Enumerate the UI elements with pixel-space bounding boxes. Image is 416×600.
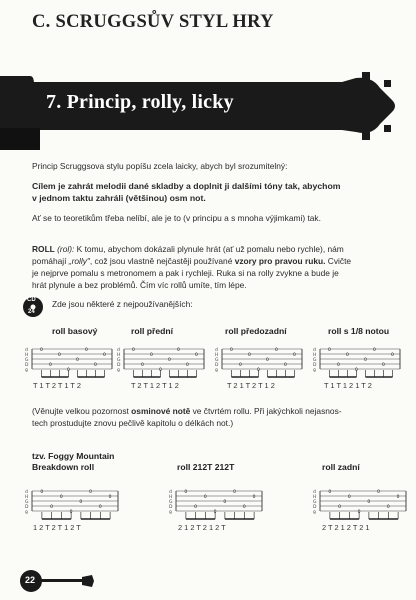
tab-string-name: G bbox=[25, 500, 29, 505]
tab-fret-number: 0 bbox=[248, 352, 251, 358]
tab-string-name: G bbox=[313, 500, 317, 505]
tab-fret-number: 0 bbox=[257, 367, 260, 373]
tab-string-name: d bbox=[215, 348, 218, 353]
tab-string-name: G bbox=[117, 358, 121, 363]
roll-paragraph-line-2 bbox=[32, 256, 351, 268]
tab-fret-number: 0 bbox=[239, 362, 242, 368]
tab-string-name: d bbox=[117, 348, 120, 353]
tab-fret-number: 0 bbox=[284, 362, 287, 368]
tab-string-name: d bbox=[313, 490, 316, 495]
tab-fret-number: 0 bbox=[168, 357, 171, 363]
theory-text: Ať se to teoretikům třeba nelíbí, ale je to (v principu a s mnoha výjimkami) tak. bbox=[32, 213, 321, 223]
tab-fret-number: 0 bbox=[386, 504, 390, 510]
finger-pattern: T 1 T 1 2 1 T 2 bbox=[324, 381, 372, 390]
tab-string-name: d bbox=[169, 490, 172, 495]
tab-string-name: G bbox=[313, 358, 317, 363]
tab-fret-number: 0 bbox=[233, 489, 236, 495]
tab-fret-number: 0 bbox=[132, 347, 135, 353]
tab-fret-number: 0 bbox=[242, 504, 246, 510]
tab-string-name: D bbox=[117, 363, 121, 368]
tab-fret-number: 0 bbox=[230, 347, 233, 353]
tab-fret-number: 0 bbox=[40, 489, 44, 495]
note-text-1a: (Věnujte velkou pozornost bbox=[32, 406, 129, 416]
tab-fret-number: 0 bbox=[94, 362, 97, 368]
tab-string-name: g bbox=[215, 368, 218, 373]
tab-fret-number: 0 bbox=[79, 499, 83, 505]
tab-string-name: G bbox=[169, 500, 173, 505]
roll-label: roll předozadní bbox=[225, 326, 287, 336]
tab-string-name: D bbox=[215, 363, 219, 368]
tab-fret-number: 0 bbox=[40, 347, 43, 353]
tab-fret-number: 0 bbox=[194, 504, 197, 510]
tab-string-name: d bbox=[25, 348, 28, 353]
tab-string-name: g bbox=[169, 510, 172, 515]
roll-text-1: K tomu, abychom dokázali plynule hrát (ať už pomalu nebo rychle), nám bbox=[76, 244, 344, 254]
tab-string-name: D bbox=[169, 505, 173, 510]
section-title: 7. Princip, rolly, licky bbox=[46, 91, 234, 113]
tab-fret-number: 0 bbox=[177, 347, 180, 353]
roll-pronunciation: (rol): bbox=[57, 244, 75, 254]
roll-paragraph-line-1 bbox=[32, 244, 344, 256]
tab-staff bbox=[168, 485, 264, 521]
tab-staff bbox=[24, 343, 114, 379]
note-text-1c: ve čtvrtém rollu. Při jakýchkoli nejasnos- bbox=[192, 406, 342, 416]
tab-fret-number: 0 bbox=[103, 352, 106, 358]
tab-staff bbox=[24, 485, 120, 521]
tab-string-name: G bbox=[215, 358, 219, 363]
roll-label: tzv. Foggy Mountain bbox=[32, 451, 115, 461]
roll-text-2e: Cvičte bbox=[327, 256, 352, 266]
tab-staff bbox=[312, 485, 408, 521]
cd-icon bbox=[22, 296, 44, 318]
tab-fret-number: 0 bbox=[213, 509, 217, 515]
finger-pattern: T 1 T 2 T 1 T 2 bbox=[33, 381, 81, 390]
cd-track-number: 24 bbox=[28, 309, 35, 315]
finger-pattern: 2 T 2 1 2 T 2 1 bbox=[322, 523, 370, 532]
tab-staff bbox=[312, 343, 402, 379]
tab-fret-number: 0 bbox=[337, 362, 340, 368]
roll-label: roll přední bbox=[131, 326, 174, 336]
finger-pattern: T 2 T 1 2 T 1 2 bbox=[131, 381, 179, 390]
tab-string-name: D bbox=[313, 505, 317, 510]
used-text: Zde jsou některé z nejpoužívanějších: bbox=[52, 299, 193, 309]
tab-fret-number: 0 bbox=[49, 362, 52, 368]
page-number: 22 bbox=[25, 575, 36, 585]
tab-staff bbox=[116, 343, 206, 379]
chapter-title: C. SCRUGGSŮV STYL HRY bbox=[32, 12, 274, 32]
tab-fret-number: 0 bbox=[108, 494, 112, 500]
tab-string-name: g bbox=[117, 368, 120, 373]
tab-fret-number: 0 bbox=[67, 367, 70, 373]
tab-fret-number: 0 bbox=[328, 489, 332, 495]
tab-fret-number: 0 bbox=[275, 347, 278, 353]
tab-fret-number: 0 bbox=[223, 499, 227, 505]
tab-string-name: H bbox=[25, 495, 29, 500]
roll-paragraph-line-3: je nejprve pomalu s metronomem a pak i rychleji. Ruka si na rolly zvykne a bude je bbox=[32, 268, 339, 278]
tab-fret-number: 0 bbox=[89, 489, 92, 495]
tab-string-name: D bbox=[25, 505, 29, 510]
tab-fret-number: 0 bbox=[373, 347, 376, 353]
tab-fret-number: 0 bbox=[266, 357, 269, 363]
roll-text-2a: pomáhají bbox=[32, 256, 67, 266]
tab-string-name: H bbox=[117, 353, 121, 358]
tab-fret-number: 0 bbox=[338, 504, 341, 510]
tab-string-name: d bbox=[25, 490, 28, 495]
tab-fret-number: 0 bbox=[58, 352, 61, 358]
tab-fret-number: 0 bbox=[50, 504, 53, 510]
tab-fret-number: 0 bbox=[367, 499, 371, 505]
tab-string-name: H bbox=[313, 353, 317, 358]
tab-fret-number: 0 bbox=[328, 347, 331, 353]
finger-pattern: 1 2 T 2 T 1 2 T bbox=[33, 523, 81, 532]
principle-line-2: v jednom taktu zahráli (většinou) osm not. bbox=[32, 193, 206, 203]
principle-line-1: Cílem je zahrát melodii dané skladby a doplnit ji dalšími tóny tak, abychom bbox=[32, 181, 341, 191]
note-line-2: tech prostudujte znovu pečlivě kapitolu o délkách not.) bbox=[32, 418, 234, 428]
tab-string-name: g bbox=[313, 510, 316, 515]
tab-string-name: g bbox=[313, 368, 316, 373]
tab-string-name: H bbox=[169, 495, 173, 500]
tab-fret-number: 0 bbox=[391, 352, 394, 358]
tab-fret-number: 0 bbox=[76, 357, 79, 363]
tab-fret-number: 0 bbox=[382, 362, 385, 368]
roll-text-2d: vzory pro pravou ruku. bbox=[234, 256, 326, 266]
tab-fret-number: 0 bbox=[396, 494, 400, 500]
roll-text-2b: „rolly" bbox=[68, 256, 90, 266]
tab-fret-number: 0 bbox=[364, 357, 367, 363]
finger-pattern: 2 1 2 T 2 1 2 T bbox=[178, 523, 226, 532]
finger-pattern: T 2 1 T 2 T 1 2 bbox=[227, 381, 275, 390]
tab-fret-number: 0 bbox=[377, 489, 380, 495]
tab-fret-number: 0 bbox=[355, 367, 358, 373]
tab-staff bbox=[214, 343, 304, 379]
tab-fret-number: 0 bbox=[357, 509, 361, 515]
tab-fret-number: 0 bbox=[59, 494, 63, 500]
tab-fret-number: 0 bbox=[346, 352, 349, 358]
roll-term: ROLL bbox=[32, 244, 55, 254]
roll-label: roll 212T 212T bbox=[177, 462, 235, 472]
tab-string-name: H bbox=[313, 495, 317, 500]
tab-string-name: d bbox=[313, 348, 316, 353]
tab-fret-number: 0 bbox=[184, 489, 188, 495]
tab-fret-number: 0 bbox=[150, 352, 153, 358]
tab-string-name: g bbox=[25, 368, 28, 373]
tab-fret-number: 0 bbox=[186, 362, 189, 368]
roll-text-2c: , což jsou vlastně nejčastěji používané bbox=[89, 256, 233, 266]
tab-string-name: G bbox=[25, 358, 29, 363]
intro-text: Princip Scruggsova stylu popíšu zcela laicky, abych byl srozumitelný: bbox=[32, 161, 288, 171]
tab-string-name: D bbox=[313, 363, 317, 368]
tab-fret-number: 0 bbox=[293, 352, 296, 358]
roll-paragraph-line-4: hrát plynule a bez problémů. Čím víc rollů umíte, tím lépe. bbox=[32, 280, 247, 290]
note-text-1b: osminové notě bbox=[131, 406, 191, 416]
tab-fret-number: 0 bbox=[252, 494, 256, 500]
tab-fret-number: 0 bbox=[141, 362, 144, 368]
tab-string-name: H bbox=[215, 353, 219, 358]
tab-string-name: D bbox=[25, 363, 29, 368]
tab-fret-number: 0 bbox=[85, 347, 88, 353]
tab-fret-number: 0 bbox=[98, 504, 102, 510]
roll-label-line-2: Breakdown roll bbox=[32, 462, 95, 472]
tab-fret-number: 0 bbox=[203, 494, 207, 500]
tab-fret-number: 0 bbox=[347, 494, 351, 500]
tab-fret-number: 0 bbox=[159, 367, 162, 373]
roll-label: roll basový bbox=[52, 326, 98, 336]
roll-label: roll s 1/8 notou bbox=[328, 326, 390, 336]
cd-label: CD bbox=[27, 297, 36, 303]
tab-fret-number: 0 bbox=[195, 352, 198, 358]
roll-label: roll zadní bbox=[322, 462, 360, 472]
note-line-1 bbox=[32, 406, 342, 418]
tab-string-name: g bbox=[25, 510, 28, 515]
tab-string-name: H bbox=[25, 353, 29, 358]
tab-fret-number: 0 bbox=[69, 509, 73, 515]
